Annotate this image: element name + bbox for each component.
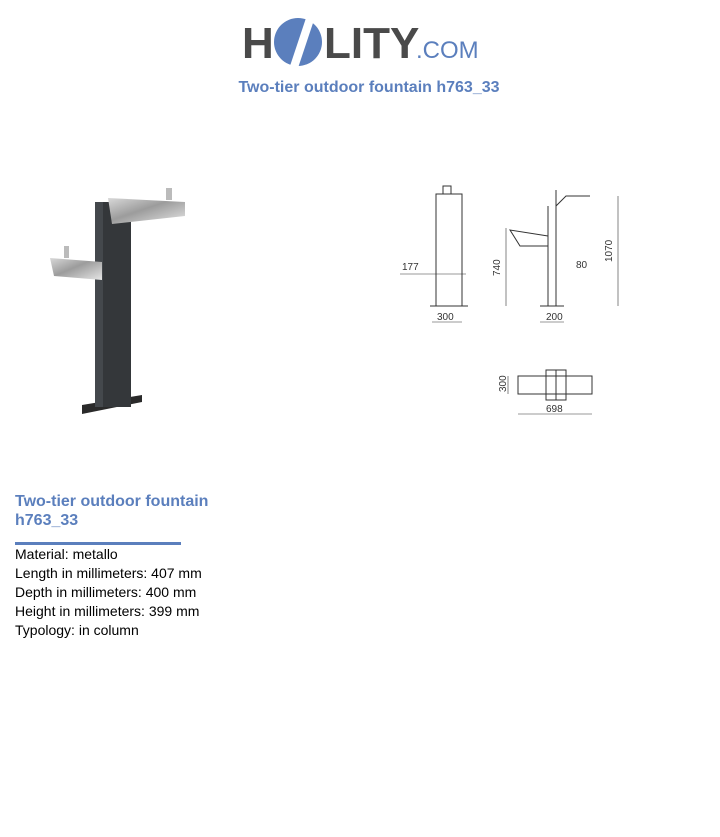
spec-depth: Depth in millimeters: 400 mm	[15, 584, 197, 600]
page-title: Two-tier outdoor fountain h763_33	[238, 79, 500, 96]
logo-lity: LITY	[324, 19, 420, 68]
spec-title-line2: h763_33	[15, 512, 79, 529]
dim-80: 80	[576, 260, 588, 271]
spec-material: Material: metallo	[15, 546, 118, 562]
dim-177: 177	[402, 262, 419, 273]
spec-length: Length in millimeters: 407 mm	[15, 565, 202, 581]
spec-title-line1: Two-tier outdoor fountain	[15, 493, 209, 510]
technical-drawing	[390, 180, 630, 430]
spec-height: Height in millimeters: 399 mm	[15, 603, 200, 619]
dim-698: 698	[546, 404, 563, 415]
dim-1070: 1070	[604, 239, 615, 262]
dim-200: 200	[546, 312, 563, 323]
product-photo	[40, 180, 200, 425]
spec-list	[15, 545, 202, 640]
dim-740: 740	[492, 259, 503, 276]
dim-300-top: 300	[498, 375, 509, 392]
dim-300-front: 300	[437, 312, 454, 323]
holity-logo[interactable]	[240, 8, 490, 70]
logo-h: H	[242, 19, 274, 68]
spec-title	[15, 492, 225, 530]
logo-com: .COM	[416, 37, 479, 64]
spec-typology: Typology: in column	[15, 622, 139, 638]
